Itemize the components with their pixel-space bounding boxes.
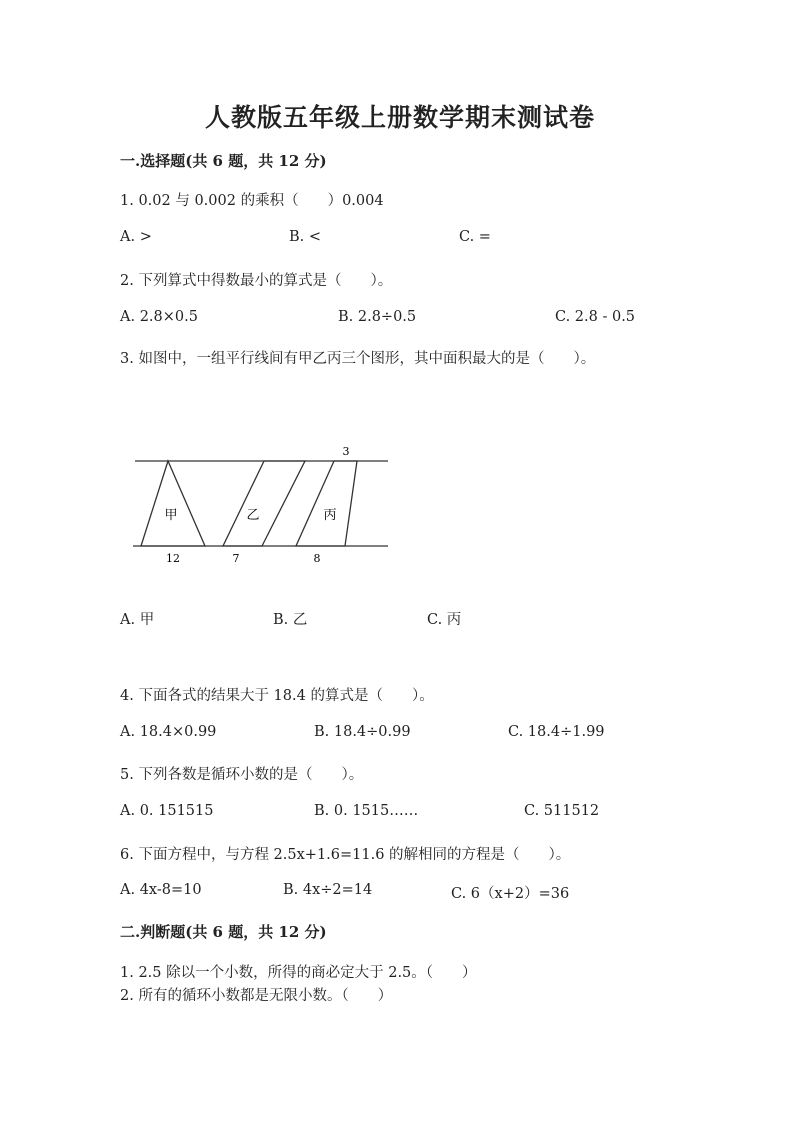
option-c: C. 丙	[427, 612, 462, 628]
option-b: B. 0. 1515……	[314, 803, 419, 819]
question-text: 2. 下列算式中得数最小的算式是（ ）。	[120, 273, 393, 289]
option-a: A. 甲	[120, 612, 155, 628]
page-title: 人教版五年级上册数学期末测试卷	[204, 103, 595, 132]
question-text: 1. 2.5 除以一个小数，所得的商必定大于 2.5。（ ）	[120, 965, 477, 981]
parallelogram-yi	[223, 461, 305, 546]
shape-label-jia: 甲	[164, 508, 178, 523]
option-b: B. 2.8÷0.5	[338, 309, 417, 325]
option-b: B. <	[289, 229, 322, 245]
option-a: A. 0. 151515	[120, 803, 214, 819]
section-heading-choice: 一.选择题(共 6 题，共 12 分)	[120, 152, 327, 170]
question-text: 1. 0.02 与 0.002 的乘积（ ）0.004	[120, 193, 384, 209]
option-c: C. 511512	[524, 803, 600, 819]
question-text: 3. 如图中，一组平行线间有甲乙丙三个图形，其中面积最大的是（ ）。	[120, 351, 596, 367]
option-c: C. 18.4÷1.99	[508, 724, 605, 740]
measure-yi-base: 7	[232, 552, 240, 565]
measure-top: 3	[342, 445, 350, 458]
parallel-lines-figure	[0, 440, 800, 570]
option-c: C. =	[459, 229, 491, 245]
triangle-jia	[141, 461, 205, 546]
question-text: 5. 下列各数是循环小数的是（ ）。	[120, 767, 364, 783]
option-b: B. 18.4÷0.99	[314, 724, 411, 740]
question-text: 6. 下面方程中，与方程 2.5x+1.6=11.6 的解相同的方程是（ ）。	[120, 847, 571, 863]
measure-jia-base: 12	[166, 552, 180, 565]
option-b: B. 乙	[273, 612, 308, 628]
option-a: A. >	[120, 229, 152, 245]
option-a: A. 2.8×0.5	[120, 309, 198, 325]
option-a: A. 4x-8=10	[120, 882, 202, 898]
trapezoid-bing	[296, 461, 357, 546]
question-text: 4. 下面各式的结果大于 18.4 的算式是（ ）。	[120, 688, 434, 704]
option-c: C. 6（x+2）=36	[451, 886, 570, 902]
section-heading-judge: 二.判断题(共 6 题，共 12 分)	[120, 923, 327, 941]
shape-label-yi: 乙	[246, 508, 260, 523]
option-c: C. 2.8 - 0.5	[555, 309, 636, 325]
question-text: 2. 所有的循环小数都是无限小数。（ ）	[120, 988, 393, 1004]
option-a: A. 18.4×0.99	[120, 724, 217, 740]
shape-label-bing: 丙	[323, 508, 337, 523]
option-b: B. 4x÷2=14	[283, 882, 373, 898]
measure-bing-base: 8	[313, 552, 321, 565]
